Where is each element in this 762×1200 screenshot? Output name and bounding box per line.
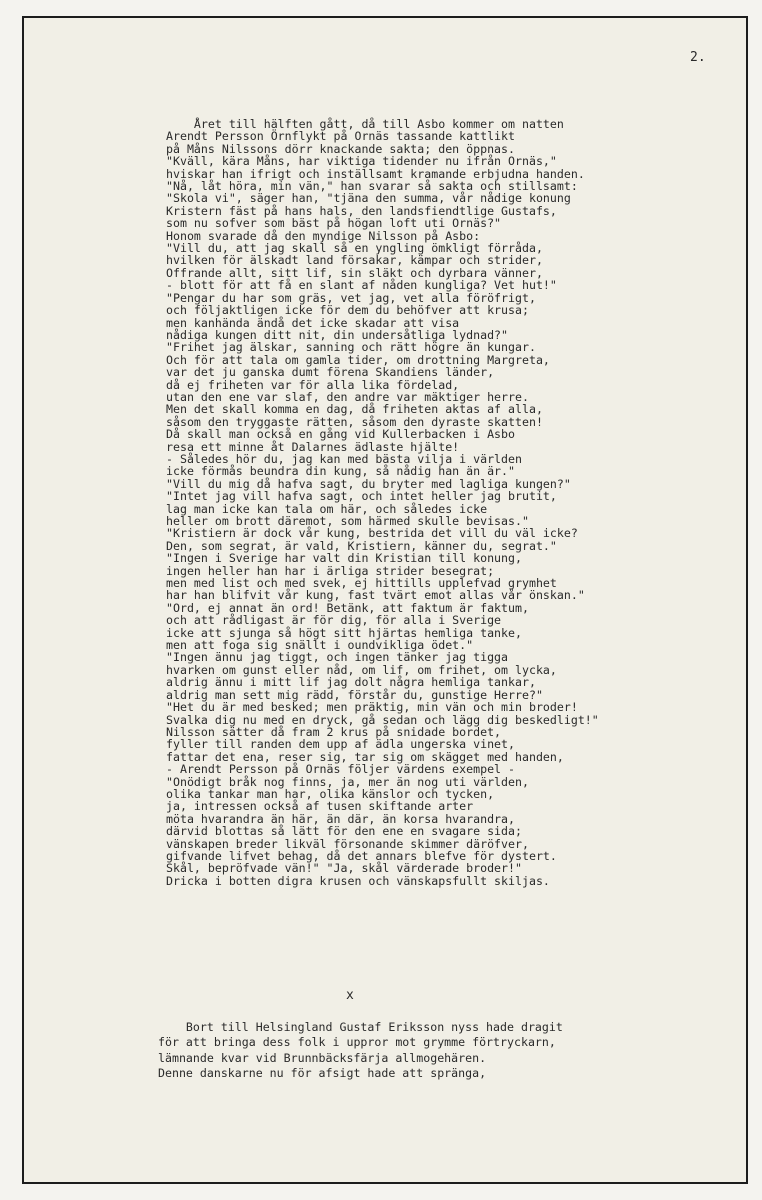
text-line: Men det skall komma en dag, då friheten aktas af alla, <box>166 402 543 417</box>
text-line: vänskapen breder likväl försonande skimmer däröfver, <box>166 836 529 851</box>
text-line: men kanhända ändå det icke skadar att visa <box>166 315 460 330</box>
text-line: icke förmås beundra din kung, så nådig han än är." <box>166 464 516 479</box>
text-line: "Intet jag vill hafva sagt, och intet heller jag brutit, <box>166 489 557 504</box>
text-line: då ej friheten var för alla lika fördelad, <box>166 377 460 392</box>
text-line: Den, som segrat, är vald, Kristiern, känner du, segrat." <box>166 538 557 553</box>
text-line: Svalka dig nu med en dryck, gå sedan och lägg dig beskedligt!" <box>166 712 599 727</box>
text-line: lämnande kvar vid Brunnbäcksfärja allmogehären. <box>158 1050 487 1065</box>
text-line: Skål, bepröfvade vän!" "Ja, skål värderade broder!" <box>166 861 522 876</box>
text-line: "Ingen i Sverige har valt din Kristian till konung, <box>166 551 522 566</box>
typewritten-page <box>22 16 748 1184</box>
text-line: fyller till randen dem upp af ädla ungerska vinet, <box>166 737 516 752</box>
poem-section-2 <box>158 1020 718 1081</box>
text-line: "Frihet jag älskar, sanning och rätt högre än kungar. <box>166 340 536 355</box>
text-line: Och för att tala om gamla tider, om drottning Margreta, <box>166 352 550 367</box>
text-line: icke att sjunga så högt sitt hjärtas hemliga tanke, <box>166 625 522 640</box>
text-line: - Således hör du, jag kan med bästa vilja i världen <box>166 451 522 466</box>
text-line: såsom den tryggaste rätten, såsom den dyraste skatten! <box>166 414 543 429</box>
text-line: har han blifvit vår kung, fast tvärt emot allas vår önskan." <box>166 588 585 603</box>
text-line: "Vill du, att jag skall så en yngling ömkligt förråda, <box>166 241 543 256</box>
text-line: hvilken för älskadt land försakar, kämpar och strider, <box>166 253 543 268</box>
text-line: gifvande lifvet behag, då det annars blefve för dystert. <box>166 848 557 863</box>
text-line: "Het du är med besked; men präktig, min vän och min broder! <box>166 700 578 715</box>
text-line: aldrig ännu i mitt lif jag dolt några hemliga tankar, <box>166 675 536 690</box>
text-line: heller om brott däremot, som härmed skulle bevisas." <box>166 514 529 528</box>
text-line: utan den ene var slaf, den andre var mäktiger herre. <box>166 389 529 404</box>
text-line: Då skall man också en gång vid Kullerbacken i Asbo <box>166 427 516 442</box>
text-line: Året till hälften gått, då till Asbo kommer om natten <box>166 117 564 131</box>
poem-section-1 <box>166 118 706 887</box>
text-line: var det ju ganska dumt förena Skandiens länder, <box>166 365 495 380</box>
text-line: som nu sofver som bäst på högan loft uti Ornäs?" <box>166 216 502 231</box>
text-line: resa ett minne åt Dalarnes ädlaste hjälte! <box>166 439 460 454</box>
text-line: "Nå, låt höra, min vän," han svarar så sakta och stillsamt: <box>166 179 578 194</box>
text-line: Dricka i botten digra krusen och vänskapsfullt skiljas. <box>166 873 550 888</box>
text-line: Denne danskarne nu för afsigt hade att spränga, <box>158 1065 487 1080</box>
text-line: "Kväll, kära Måns, har viktiga tidender nu ifrån Ornäs," <box>166 154 557 169</box>
text-line: Offrande allt, sitt lif, sin släkt och dyrbara vänner, <box>166 265 543 280</box>
text-line: "Skola vi", säger han, "tjäna den summa, vår nådige konung <box>166 191 571 206</box>
section-separator: x <box>346 988 354 1003</box>
text-line: lag man icke kan tala om här, och således icke <box>166 501 488 516</box>
text-line: därvid blottas så lätt för den ene en svagare sida; <box>166 824 522 839</box>
text-line: hvarken om gunst eller nåd, om lif, om frihet, om lycka, <box>166 662 557 677</box>
text-line: "Ord, ej annat än ord! Betänk, att faktum är faktum, <box>166 600 529 615</box>
text-line: Arendt Persson Örnflykt på Ornäs tassande kattlikt <box>166 129 516 144</box>
text-line: "Kristiern är dock vår kung, bestrida det vill du väl icke? <box>166 526 578 541</box>
text-line: ingen heller han har i ärliga strider besegrat; <box>166 563 495 578</box>
text-line: för att bringa dess folk i uppror mot grymme förtryckarn, <box>158 1035 556 1050</box>
text-line: Kristern fäst på hans hals, den landsfiendtlige Gustafs, <box>166 203 557 218</box>
text-line: "Pengar du har som gräs, vet jag, vet alla föröfrigt, <box>166 290 536 305</box>
text-line: "Ingen ännu jag tiggt, och ingen tänker jag tigga <box>166 650 509 665</box>
text-line: nådiga kungen ditt nit, din undersåtliga lydnad?" <box>166 327 509 342</box>
text-line: - Arendt Persson på Ornäs följer värdens exempel - <box>166 762 516 777</box>
text-line: Nilsson sätter då fram 2 krus på snidade bordet, <box>166 724 502 739</box>
page-number: 2. <box>690 50 706 65</box>
text-line: möta hvarandra än här, än där, än korsa hvarandra, <box>166 811 516 826</box>
text-line: olika tankar man har, olika känslor och tycken, <box>166 786 495 801</box>
text-line: ja, intressen också af tusen skiftande arter <box>166 799 474 814</box>
text-line: - blott för att få en slant af nåden kungliga? Vet hut!" <box>166 278 557 293</box>
text-line: "Vill du mig då hafva sagt, du bryter med lagliga kungen?" <box>166 476 571 491</box>
text-line: men att foga sig snällt i oundvikliga ödet." <box>166 638 474 653</box>
text-line: Honom svarade då den myndige Nilsson på Asbo: <box>166 228 481 243</box>
text-line: men med list och med svek, ej hittills upplefvad grymhet <box>166 576 557 591</box>
text-line: på Måns Nilssons dörr knackande sakta; den öppnas. <box>166 141 516 156</box>
text-line: Bort till Helsingland Gustaf Eriksson nyss hade dragit <box>158 1020 563 1034</box>
text-line: och att rådligast är för dig, för alla i Sverige <box>166 613 502 628</box>
text-line: fattar det ena, reser sig, tar sig om skägget med handen, <box>166 749 564 764</box>
text-line: "Onödigt bråk nog finns, ja, mer än nog uti världen, <box>166 774 529 789</box>
text-line: och följaktligen icke för dem du behöfver att krusa; <box>166 303 529 318</box>
text-line: hviskar han ifrigt och inställsamt kramande erbjudna handen. <box>166 166 585 181</box>
text-line: aldrig man sett mig rädd, förstår du, gunstige Herre?" <box>166 687 543 702</box>
